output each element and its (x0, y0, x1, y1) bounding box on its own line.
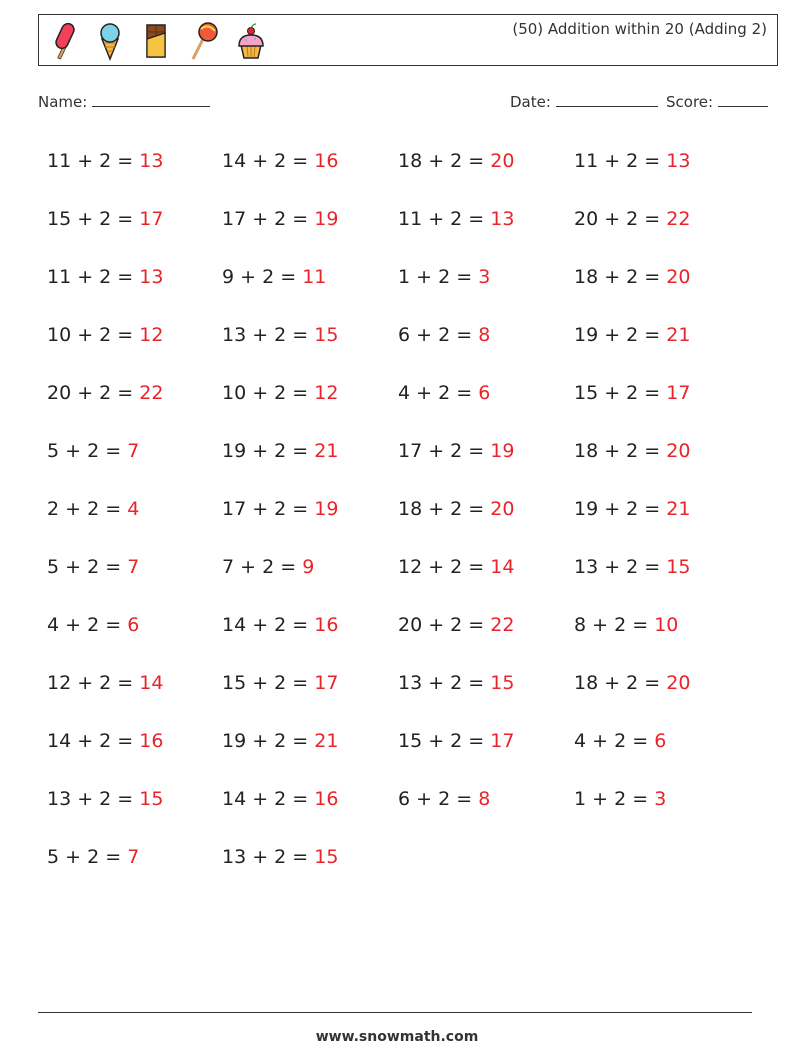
problem-answer: 20 (666, 266, 691, 288)
header-box (38, 14, 778, 66)
problem-expression: 13 + 2 = (47, 788, 140, 810)
problem-item (222, 555, 314, 579)
footer-divider (38, 1012, 752, 1013)
problem-item (47, 787, 163, 811)
problem-expression: 19 + 2 = (222, 730, 315, 752)
problem-item (574, 439, 690, 463)
problem-item (574, 381, 690, 405)
problem-item (574, 555, 690, 579)
problem-item (222, 207, 338, 231)
problem-answer: 10 (654, 614, 679, 636)
problem-answer: 6 (654, 730, 667, 752)
problem-item (574, 207, 690, 231)
problem-item (222, 671, 338, 695)
problem-answer: 4 (127, 498, 140, 520)
score-field[interactable] (666, 92, 768, 111)
problem-expression: 20 + 2 = (47, 382, 140, 404)
problem-answer: 13 (139, 150, 164, 172)
problem-item (47, 671, 163, 695)
problem-answer: 20 (490, 150, 515, 172)
problem-answer: 17 (490, 730, 515, 752)
problem-item (398, 729, 514, 753)
problem-expression: 14 + 2 = (222, 788, 315, 810)
problem-expression: 12 + 2 = (47, 672, 140, 694)
problem-item (47, 497, 139, 521)
problem-item (222, 729, 338, 753)
problem-answer: 16 (314, 614, 339, 636)
cupcake-icon (235, 21, 267, 61)
problem-answer: 19 (314, 208, 339, 230)
problem-expression: 18 + 2 = (398, 150, 491, 172)
problem-expression: 18 + 2 = (574, 672, 667, 694)
popsicle-icon (49, 21, 79, 61)
problem-answer: 3 (478, 266, 491, 288)
lollipop-icon (187, 21, 221, 61)
problem-expression: 11 + 2 = (47, 150, 140, 172)
problem-item (222, 323, 338, 347)
problem-item (47, 729, 163, 753)
problem-answer: 22 (490, 614, 515, 636)
problem-answer: 15 (314, 324, 339, 346)
problem-answer: 9 (302, 556, 315, 578)
problem-expression: 13 + 2 = (574, 556, 667, 578)
problem-item (398, 497, 514, 521)
name-field[interactable] (38, 92, 210, 111)
problem-item (47, 439, 139, 463)
problem-item (47, 149, 163, 173)
problem-answer: 16 (314, 150, 339, 172)
problem-answer: 8 (478, 788, 491, 810)
problem-item (47, 381, 163, 405)
problem-expression: 17 + 2 = (222, 498, 315, 520)
problem-expression: 12 + 2 = (398, 556, 491, 578)
problem-answer: 17 (139, 208, 164, 230)
ice-cream-cone-icon (95, 21, 125, 61)
problem-item (222, 845, 338, 869)
problem-expression: 11 + 2 = (47, 266, 140, 288)
problem-expression: 18 + 2 = (574, 266, 667, 288)
problem-item (222, 381, 338, 405)
problem-answer: 6 (478, 382, 491, 404)
date-field[interactable] (510, 92, 658, 111)
problem-item (574, 787, 666, 811)
problem-expression: 5 + 2 = (47, 556, 128, 578)
problem-item (574, 265, 690, 289)
problem-expression: 14 + 2 = (222, 150, 315, 172)
problem-item (398, 613, 514, 637)
problem-expression: 4 + 2 = (398, 382, 479, 404)
problem-expression: 13 + 2 = (398, 672, 491, 694)
problem-expression: 5 + 2 = (47, 846, 128, 868)
problem-item (398, 671, 514, 695)
problem-answer: 14 (139, 672, 164, 694)
problem-item (574, 497, 690, 521)
problem-answer: 12 (139, 324, 164, 346)
problem-expression: 1 + 2 = (574, 788, 655, 810)
problem-answer: 7 (127, 846, 140, 868)
problem-answer: 13 (666, 150, 691, 172)
problem-expression: 7 + 2 = (222, 556, 303, 578)
problem-expression: 15 + 2 = (574, 382, 667, 404)
problem-answer: 15 (314, 846, 339, 868)
problem-expression: 1 + 2 = (398, 266, 479, 288)
problem-expression: 6 + 2 = (398, 788, 479, 810)
problem-expression: 13 + 2 = (222, 846, 315, 868)
problem-expression: 15 + 2 = (47, 208, 140, 230)
problem-answer: 17 (666, 382, 691, 404)
footer-site: www.snowmath.com (315, 1029, 479, 1045)
problem-expression: 20 + 2 = (574, 208, 667, 230)
problem-expression: 9 + 2 = (222, 266, 303, 288)
problem-answer: 20 (490, 498, 515, 520)
date-blank[interactable] (556, 92, 658, 107)
problem-answer: 20 (666, 672, 691, 694)
problem-expression: 14 + 2 = (47, 730, 140, 752)
problem-expression: 15 + 2 = (398, 730, 491, 752)
problem-item (47, 207, 163, 231)
problem-item (222, 613, 338, 637)
problem-item (398, 207, 514, 231)
problem-expression: 11 + 2 = (574, 150, 667, 172)
problem-expression: 6 + 2 = (398, 324, 479, 346)
problem-expression: 5 + 2 = (47, 440, 128, 462)
problem-expression: 4 + 2 = (47, 614, 128, 636)
problem-answer: 13 (490, 208, 515, 230)
problem-item (222, 787, 338, 811)
problem-answer: 21 (314, 440, 339, 462)
problem-item (222, 497, 338, 521)
name-label: Name: (38, 93, 88, 111)
problem-answer: 12 (314, 382, 339, 404)
problem-item (398, 439, 514, 463)
name-blank[interactable] (92, 92, 210, 107)
problem-expression: 17 + 2 = (222, 208, 315, 230)
problem-expression: 10 + 2 = (222, 382, 315, 404)
score-label: Score: (666, 93, 714, 111)
problem-answer: 19 (314, 498, 339, 520)
problem-item (47, 555, 139, 579)
problem-item (574, 671, 690, 695)
problem-answer: 3 (654, 788, 667, 810)
problem-item (574, 613, 678, 637)
problem-answer: 14 (490, 556, 515, 578)
problem-answer: 15 (139, 788, 164, 810)
problem-item (222, 265, 326, 289)
problem-item (47, 845, 139, 869)
problem-answer: 15 (666, 556, 691, 578)
problem-expression: 17 + 2 = (398, 440, 491, 462)
problem-answer: 6 (127, 614, 140, 636)
problem-item (398, 323, 490, 347)
problem-expression: 19 + 2 = (574, 324, 667, 346)
problem-answer: 16 (139, 730, 164, 752)
problem-expression: 19 + 2 = (222, 440, 315, 462)
worksheet-title: (50) Addition within 20 (Adding 2) (512, 20, 767, 38)
problem-item (574, 323, 690, 347)
problem-expression: 15 + 2 = (222, 672, 315, 694)
problem-item (398, 555, 514, 579)
problem-answer: 21 (666, 498, 691, 520)
problem-expression: 13 + 2 = (222, 324, 315, 346)
problem-answer: 11 (302, 266, 327, 288)
problem-expression: 8 + 2 = (574, 614, 655, 636)
problem-item (222, 439, 338, 463)
date-label: Date: (510, 93, 551, 111)
problem-expression: 20 + 2 = (398, 614, 491, 636)
problem-answer: 22 (139, 382, 164, 404)
problem-answer: 15 (490, 672, 515, 694)
problem-item (47, 323, 163, 347)
problem-answer: 20 (666, 440, 691, 462)
problem-item (398, 265, 490, 289)
problem-expression: 4 + 2 = (574, 730, 655, 752)
score-blank[interactable] (718, 92, 768, 107)
problem-item (574, 149, 690, 173)
problem-expression: 10 + 2 = (47, 324, 140, 346)
problem-answer: 7 (127, 556, 140, 578)
problem-answer: 19 (490, 440, 515, 462)
problem-answer: 8 (478, 324, 491, 346)
problem-expression: 2 + 2 = (47, 498, 128, 520)
problem-item (222, 149, 338, 173)
problem-expression: 14 + 2 = (222, 614, 315, 636)
problem-item (47, 265, 163, 289)
problem-answer: 16 (314, 788, 339, 810)
problem-item (398, 149, 514, 173)
chocolate-bar-icon (141, 21, 171, 61)
problem-item (398, 787, 490, 811)
problem-expression: 19 + 2 = (574, 498, 667, 520)
problem-expression: 18 + 2 = (398, 498, 491, 520)
problem-expression: 11 + 2 = (398, 208, 491, 230)
problem-answer: 21 (666, 324, 691, 346)
problem-answer: 7 (127, 440, 140, 462)
problem-answer: 22 (666, 208, 691, 230)
problem-item (47, 613, 139, 637)
problem-expression: 18 + 2 = (574, 440, 667, 462)
problem-answer: 21 (314, 730, 339, 752)
problem-item (574, 729, 666, 753)
problem-answer: 13 (139, 266, 164, 288)
problem-answer: 17 (314, 672, 339, 694)
problem-item (398, 381, 490, 405)
